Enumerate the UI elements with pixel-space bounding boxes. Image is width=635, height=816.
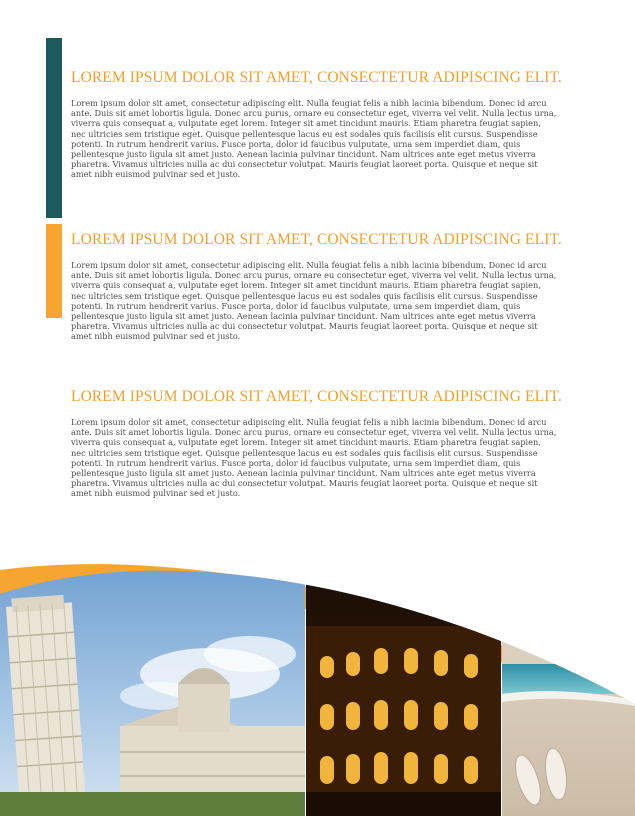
body-line: viverra quis consequat a, vulputate eget lorem. Integer sit amet tincidunt mauris. Etiam pharetra feugiat sapien, [71,437,541,448]
footer-photo-banner [0,556,635,816]
beach-sandals-photo [502,556,635,816]
body-line: Lorem ipsum dolor sit amet, consectetur adipiscing elit. Nulla feugiat felis a nibh lacinia bibendum. Donec id arcu [71,98,547,108]
colosseum-at-night-photo [306,556,501,816]
footer-collage [0,556,635,816]
section-1-heading: LOREM IPSUM DOLOR SIT AMET, CONSECTETUR ADIPISCING ELIT. [71,69,562,86]
section-3-body [71,417,591,499]
content-section-3 [71,388,591,499]
content-section-2 [71,231,591,342]
section-1-body [71,98,591,180]
body-line: potenti. In rutrum hendrerit varius. Fusce porta, dolor id faucibus vulputate, urna sem imperdiet diam, quis [71,138,521,149]
body-line: amet nibh euismod pulvinar sed et justo. [71,169,241,180]
teal-accent-bar [46,38,62,218]
body-line: viverra quis consequat a, vulputate eget lorem. Integer sit amet tincidunt mauris. Etiam pharetra feugiat sapien, [71,280,541,291]
body-line: pharetra. Vivamus ultricies nulla ac dui consectetur volutpat. Mauris feugiat laoreet porta. Quisque et neque sit [71,321,538,332]
content-section-1 [71,69,591,180]
body-line: nec ultricies sem tristique eget. Quisque pellentesque lacus eu est sodales quis facilisis elit cursus. Suspendisse [71,290,538,301]
body-line: ante. Duis sit amet lobortis ligula. Donec arcu purus, ornare eu consectetur eget, viverra vel velit. Nulla lectus urna, [71,270,557,281]
body-line: viverra quis consequat a, vulputate eget lorem. Integer sit amet tincidunt mauris. Etiam pharetra feugiat sapien, [71,118,541,129]
orange-accent-bar [46,224,62,318]
body-line: pellentesque justo ligula sit amet justo. Aenean lacinia pulvinar tincidunt. Nam ultrices ante eget metus viverra [71,468,536,479]
body-line: amet nibh euismod pulvinar sed et justo. [71,488,241,499]
body-line: amet nibh euismod pulvinar sed et justo. [71,331,241,342]
section-3-heading: LOREM IPSUM DOLOR SIT AMET, CONSECTETUR ADIPISCING ELIT. [71,388,562,405]
body-line: pellentesque justo ligula sit amet justo. Aenean lacinia pulvinar tincidunt. Nam ultrices ante eget metus viverra [71,311,536,322]
section-2-body [71,260,591,342]
body-line: nec ultricies sem tristique eget. Quisque pellentesque lacus eu est sodales quis facilisis elit cursus. Suspendisse [71,447,538,458]
body-line: ante. Duis sit amet lobortis ligula. Donec arcu purus, ornare eu consectetur eget, viverra vel velit. Nulla lectus urna, [71,108,557,119]
body-line: ante. Duis sit amet lobortis ligula. Donec arcu purus, ornare eu consectetur eget, viverra vel velit. Nulla lectus urna, [71,427,557,438]
leaning-tower-of-pisa-photo [0,556,305,816]
section-2-heading: LOREM IPSUM DOLOR SIT AMET, CONSECTETUR ADIPISCING ELIT. [71,231,562,248]
body-line: Lorem ipsum dolor sit amet, consectetur adipiscing elit. Nulla feugiat felis a nibh lacinia bibendum. Donec id arcu [71,417,547,427]
body-line: potenti. In rutrum hendrerit varius. Fusce porta, dolor id faucibus vulputate, urna sem imperdiet diam, quis [71,300,521,311]
body-line: potenti. In rutrum hendrerit varius. Fusce porta, dolor id faucibus vulputate, urna sem imperdiet diam, quis [71,457,521,468]
body-line: Lorem ipsum dolor sit amet, consectetur adipiscing elit. Nulla feugiat felis a nibh lacinia bibendum. Donec id arcu [71,260,547,270]
body-line: pharetra. Vivamus ultricies nulla ac dui consectetur volutpat. Mauris feugiat laoreet porta. Quisque et neque sit [71,159,538,170]
body-line: pharetra. Vivamus ultricies nulla ac dui consectetur volutpat. Mauris feugiat laoreet porta. Quisque et neque sit [71,478,538,489]
body-line: nec ultricies sem tristique eget. Quisque pellentesque lacus eu est sodales quis facilisis elit cursus. Suspendisse [71,128,538,139]
body-line: pellentesque justo ligula sit amet justo. Aenean lacinia pulvinar tincidunt. Nam ultrices ante eget metus viverra [71,149,536,160]
